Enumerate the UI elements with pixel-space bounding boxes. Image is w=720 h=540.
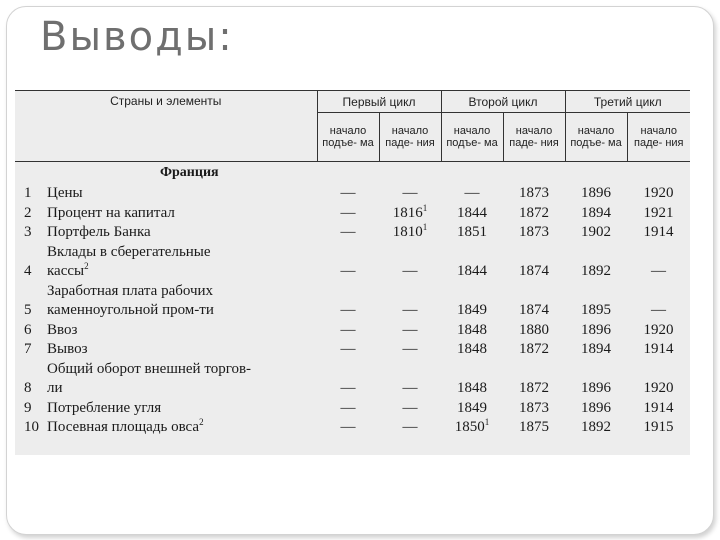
cycle-year-cell: 1894 <box>581 204 612 221</box>
cycle-year-cell: 1892 <box>581 419 612 435</box>
row-number: 9 <box>24 399 32 416</box>
row-element-name: Посевная площадь овса$^2$ <box>47 417 204 435</box>
row-element-name: Ввоз <box>47 321 78 338</box>
table-row <box>15 321 690 341</box>
table-image <box>15 90 690 455</box>
cycle-year-cell: — <box>402 419 418 435</box>
table-row <box>15 204 690 224</box>
cycle-year-cell: 1896 <box>581 380 612 396</box>
subheader-rise: начало подъе- ма <box>317 113 379 162</box>
cycle-year-cell: 1892 <box>581 263 612 279</box>
row-element-name: Вклады в сберегательные кассы$^2$ <box>47 243 211 279</box>
cycle-year-cell: 1914 <box>643 224 674 240</box>
cycle-year-cell: 1872 <box>519 204 550 221</box>
cycle-year-cell: — <box>402 321 418 338</box>
slide-title: Выводы: <box>40 14 234 60</box>
subheader-rise: начало подъе- ма <box>565 113 627 162</box>
cycle-year-cell: — <box>340 399 356 416</box>
row-element-name: Заработная плата рабочих каменноугольной пром-ти <box>47 282 214 318</box>
cycle-year-cell: 1844 <box>457 263 488 279</box>
cycle-year-cell: — <box>464 185 480 201</box>
cycle-year-cell: 1915 <box>643 419 674 435</box>
cycle-year-cell: — <box>402 341 418 357</box>
row-number: 5 <box>24 302 32 318</box>
footnote-mark: 2 <box>199 417 204 427</box>
cycle-year-cell: — <box>402 263 418 279</box>
subheader-fall: начало паде- ния <box>379 113 441 162</box>
cycle-year-cell: 1875 <box>519 419 550 435</box>
cycle-year-cell: 1849 <box>457 399 488 416</box>
cycle-year-cell: 1848 <box>457 321 488 338</box>
cycle-year-cell: 1896 <box>581 185 612 201</box>
cycle-year-cell: — <box>402 399 418 416</box>
cycle-year-cell: 1914 <box>643 341 674 357</box>
table-row <box>15 360 690 399</box>
row-number: 8 <box>24 380 32 396</box>
cycle-year-cell: 1921 <box>643 204 674 221</box>
cycle-year-cell: 1920 <box>643 380 674 396</box>
cycle-year-cell: 1872 <box>519 341 550 357</box>
cycle-year-cell: — <box>340 302 356 318</box>
subheader-rise: начало подъе- ма <box>441 113 503 162</box>
header-cycle-3: Третий цикл <box>565 91 690 113</box>
row-number: 3 <box>24 224 32 240</box>
subheader-fall: начало паде- ния <box>503 113 565 162</box>
table-row <box>15 282 690 321</box>
row-number: 7 <box>24 341 32 357</box>
row-number: 6 <box>24 321 32 338</box>
row-element-name: Портфель Банка <box>47 224 151 240</box>
cycle-year-cell: — <box>651 302 667 318</box>
cycle-year-cell: 1874 <box>519 302 550 318</box>
row-element-name: Процент на капитал <box>47 204 175 221</box>
header-cycle-2: Второй цикл <box>441 91 565 113</box>
cycle-year-cell: — <box>340 263 356 279</box>
footnote-mark: 1 <box>484 417 490 427</box>
table-row <box>15 243 690 282</box>
cycle-year-cell: — <box>402 302 418 318</box>
cycle-year-cell: 1872 <box>519 380 550 396</box>
cycle-year-cell: — <box>402 380 418 396</box>
cycle-year-cell: — <box>340 204 356 221</box>
cycle-year-cell: — <box>340 341 356 357</box>
cycle-year-cell: 1894 <box>581 341 612 357</box>
row-number: 2 <box>24 204 32 221</box>
row-element-name: Общий оборот внешней торгов- ли <box>47 360 252 396</box>
country-heading: Франция <box>160 165 219 180</box>
cycle-year-cell: — <box>340 419 356 435</box>
subheader-fall: начало паде- ния <box>627 113 690 162</box>
row-number: 10 <box>24 419 39 435</box>
table-row <box>15 184 690 204</box>
table-row <box>15 223 690 243</box>
row-element-name: Цены <box>47 185 83 201</box>
cycles-table <box>15 90 690 438</box>
cycle-year-cell: 1880 <box>519 321 550 338</box>
cycle-year-cell: 1874 <box>519 263 550 279</box>
cycle-year-cell: 1873 <box>519 224 550 240</box>
cycle-year-cell: — <box>340 321 356 338</box>
cycle-year-cell: 1920 <box>643 321 674 338</box>
footnote-mark: 1 <box>422 202 428 213</box>
row-number: 1 <box>24 185 32 201</box>
cycle-year-cell: 1902 <box>581 224 612 240</box>
header-cycle-1: Первый цикл <box>317 91 441 113</box>
cycle-year-cell: 1849 <box>457 302 488 318</box>
footnote-mark: 1 <box>422 222 428 232</box>
cycle-year-cell: — <box>340 224 356 240</box>
cycle-year-cell: 1895 <box>581 302 612 318</box>
cycle-year-cell: 1896 <box>581 399 612 416</box>
row-number: 4 <box>24 263 32 279</box>
row-element-name: Потребление угля <box>47 399 162 416</box>
cycle-year-cell: 1848 <box>457 341 488 357</box>
table-row <box>15 340 690 360</box>
cycle-year-cell: — <box>402 185 418 201</box>
table-row <box>15 418 690 438</box>
cycle-year-cell: 1851 <box>457 224 488 240</box>
cycle-year-cell: 1914 <box>643 399 674 416</box>
cycle-year-cell: 1873 <box>519 185 550 201</box>
cycle-year-cell: 1848 <box>457 380 488 396</box>
table-row <box>15 399 690 419</box>
footnote-mark: 2 <box>84 261 89 271</box>
cycle-year-cell: 1873 <box>519 399 550 416</box>
cycle-year-cell: 1850$^1$ <box>454 417 490 435</box>
cycle-year-cell: 1896 <box>581 321 612 338</box>
cycle-year-cell: 1920 <box>643 185 674 201</box>
cycle-year-cell: — <box>651 263 667 279</box>
row-element-name: Вывоз <box>47 341 88 357</box>
cycle-year-cell: 1816$^1$ <box>392 202 428 221</box>
header-countries: Страны и элементы <box>15 91 317 162</box>
cycle-year-cell: — <box>340 185 356 201</box>
cycle-year-cell: 1844 <box>457 204 488 221</box>
cycle-year-cell: — <box>340 380 356 396</box>
cycle-year-cell: 1810$^1$ <box>392 222 428 240</box>
